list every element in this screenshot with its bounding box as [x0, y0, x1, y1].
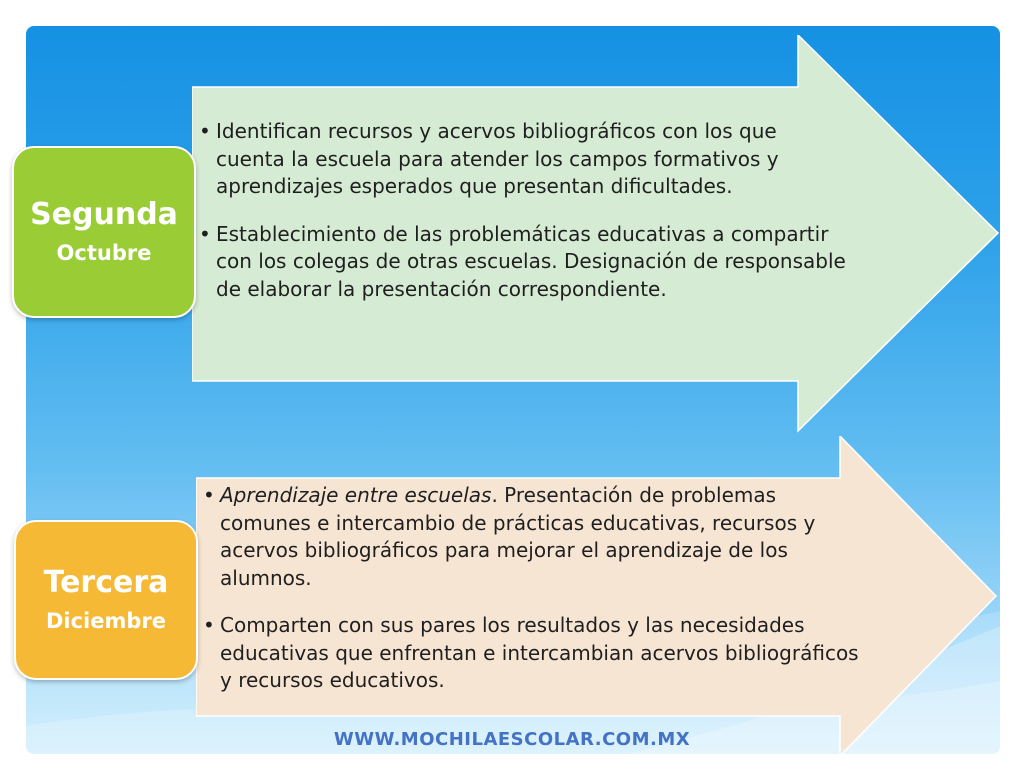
- tercera-bullet-list: [200, 482, 860, 695]
- segunda-bullet-2: [196, 221, 846, 304]
- label-tercera: [14, 520, 198, 680]
- tercera-bullet-2-text: Comparten con sus pares los resultados y las necesidades educativas que enfrentan e intercambian acervos bibliográficos y recursos educativos.: [220, 613, 859, 692]
- footer-website-link[interactable]: WWW.MOCHILAESCOLAR.COM.MX: [333, 729, 691, 750]
- segunda-bullet-1-text: Identifican recursos y acervos bibliográficos con los que cuenta la escuela para atender los campos formativos y aprendizajes esperados que presentan dificultades.: [216, 119, 779, 198]
- tercera-bullet-1-italic: Aprendizaje entre escuelas: [220, 483, 492, 507]
- tercera-bullet-1-text: . Presentación de problemas comunes e intercambio de prácticas educativas, recursos y acervos bibliográficos para mejorar el aprendizaje de los alumnos.: [220, 483, 816, 590]
- tercera-bullet-2: [200, 612, 860, 695]
- segunda-bullet-2-text: Establecimiento de las problemáticas educativas a compartir con los colegas de otras escuelas. Designación de responsable de elaborar la presentación correspondiente.: [216, 221, 846, 301]
- segunda-bullet-1: [196, 118, 846, 201]
- tercera-bullet-1: [200, 482, 860, 592]
- label-tercera-month: Diciembre: [45, 609, 167, 633]
- label-segunda: [12, 146, 196, 318]
- label-segunda-month: Octubre: [56, 241, 152, 265]
- label-tercera-title: Tercera: [43, 565, 169, 600]
- segunda-bullet-list: [196, 118, 846, 303]
- label-segunda-title: Segunda: [30, 197, 178, 232]
